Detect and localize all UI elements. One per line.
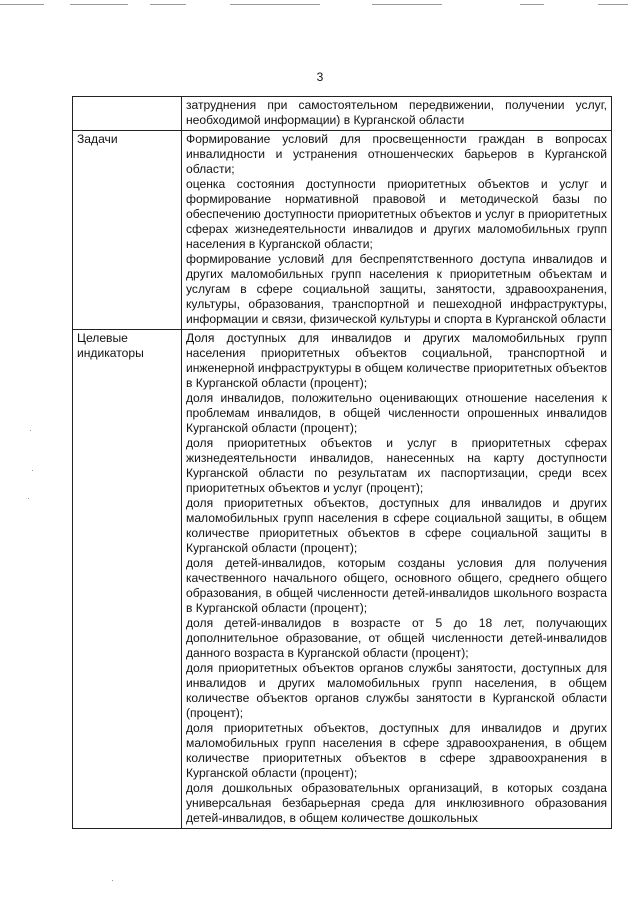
- table-row-continuation: [73, 97, 612, 131]
- table-row-indicators: [73, 330, 612, 829]
- scan-speck: [32, 470, 33, 471]
- scan-speck: [112, 880, 113, 881]
- scan-top-edge: [0, 4, 640, 6]
- paragraph: формирование условий для беспрепятственного доступа инвалидов и других маломобильных групп населения к приоритетным объектам и услугам в сфере социальной защиты, занятости, здравоохранения, культуры, образования, транспортной и пешеходной инфраструктуры, информации и связи, физической культуры и спорта в Курганской области: [186, 252, 607, 326]
- row-content: [182, 97, 612, 131]
- paragraph: Формирование условий для просвещенности граждан в вопросах инвалидности и устранения отношенческих барьеров в Курганской области;: [186, 132, 607, 176]
- paragraph: затруднения при самостоятельном передвижении, получении услуг, необходимой информации) в Курганской области: [186, 98, 607, 127]
- scan-speck: [28, 498, 29, 499]
- page-number: 3: [316, 70, 324, 84]
- paragraph: доля дошкольных образовательных организаций, в которых создана универсальная безбарьерная среда для инклюзивного образования детей-инвалидов, в общем количестве дошкольных: [186, 781, 607, 825]
- row-label: [73, 97, 182, 131]
- paragraph: доля приоритетных объектов и услуг в приоритетных сферах жизнедеятельности инвалидов, нанесенных на карту доступности Курганской области по результатам их паспортизации, среди всех приоритетных объектов и услуг (процент);: [186, 436, 607, 495]
- paragraph: доля детей-инвалидов в возрасте от 5 до 18 лет, получающих дополнительное образование, от общей численности детей-инвалидов данного возраста в Курганской области (процент);: [186, 616, 607, 660]
- paragraph: доля инвалидов, положительно оценивающих отношение населения к проблемам инвалидов, в общей численности опрошенных инвалидов Курганской области (процент);: [186, 391, 607, 435]
- paragraph: доля приоритетных объектов, доступных для инвалидов и других маломобильных групп населения в сфере социальной защиты, в общем количестве приоритетных объектов в сфере социальной защиты в Курганской области (процент);: [186, 496, 607, 555]
- paragraph: оценка состояния доступности приоритетных объектов и услуг и формирование нормативной правовой и методической базы по обеспечению доступности приоритетных объектов и услуг в приоритетных сферах жизнедеятельности инвалидов и других маломобильных групп населения в Курганской области;: [186, 177, 607, 251]
- row-content-tasks: [182, 131, 612, 330]
- passport-table: [72, 96, 612, 829]
- table-row-tasks: [73, 131, 612, 330]
- paragraph: доля приоритетных объектов органов службы занятости, доступных для инвалидов и других маломобильных групп населения, в общем количестве объектов органов службы занятости в Курганской области (процент);: [186, 661, 607, 720]
- scan-speck: [30, 430, 31, 431]
- row-label-indicators: Целевые индикаторы: [73, 330, 182, 829]
- paragraph: Доля доступных для инвалидов и других маломобильных групп населения приоритетных объектов социальной, транспортной и инженерной инфраструктуры в общем количестве приоритетных объектов в Курганской области (процент);: [186, 331, 607, 390]
- row-label-tasks: Задачи: [73, 131, 182, 330]
- paragraph: доля детей-инвалидов, которым созданы условия для получения качественного начального общего, основного общего, среднего общего образования, в общей численности детей-инвалидов школьного возраста в Курганской области (процент);: [186, 556, 607, 615]
- paragraph: доля приоритетных объектов, доступных для инвалидов и других маломобильных групп населения в сфере здравоохранения, в общем количестве приоритетных объектов в сфере здравоохранения в Курганской области (процент);: [186, 721, 607, 780]
- row-content-indicators: [182, 330, 612, 829]
